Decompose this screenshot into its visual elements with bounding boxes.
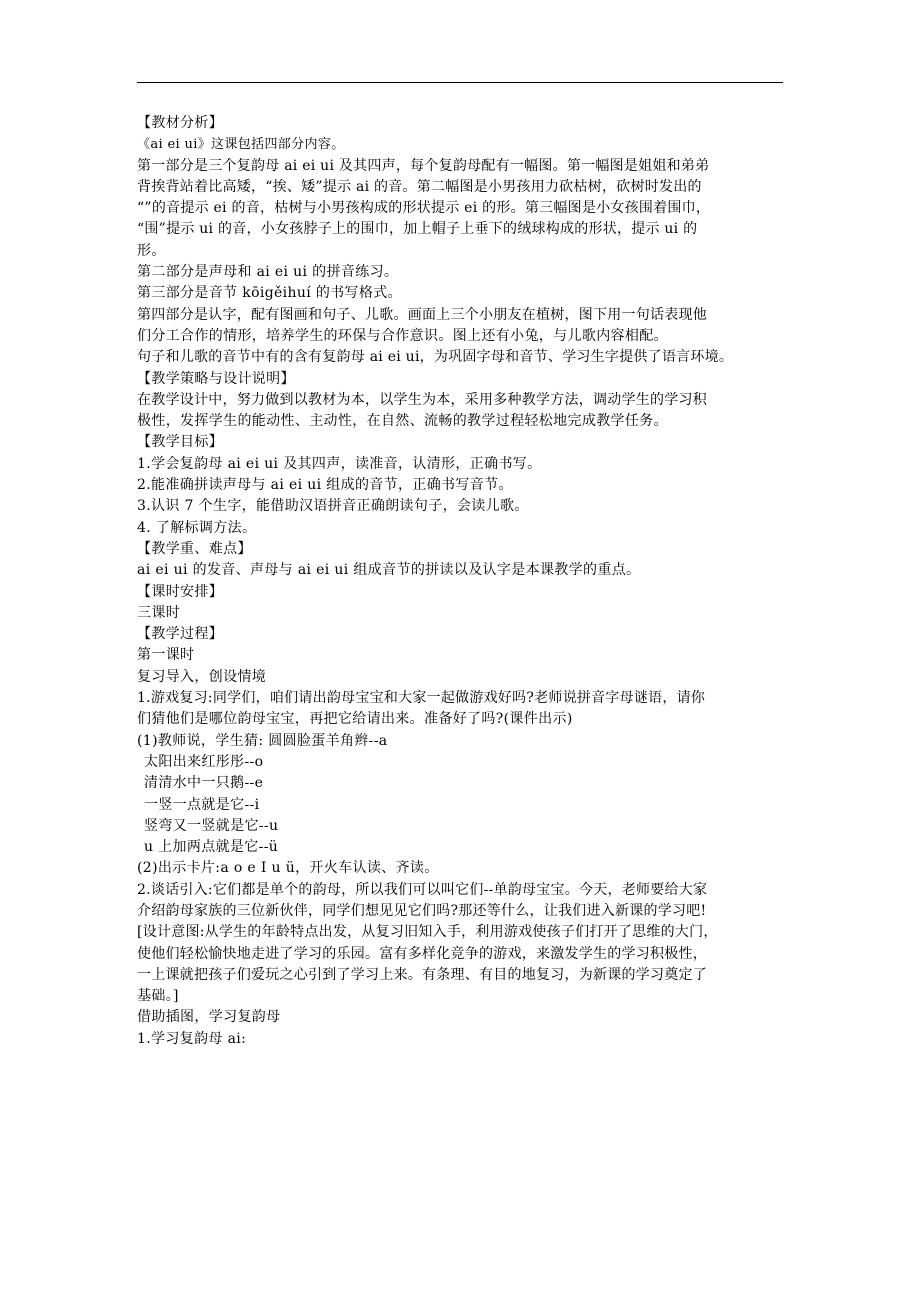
text-line: 1.学习复韵母 ai: — [137, 1030, 247, 1047]
heading-textbook-analysis: 【教材分析】 — [137, 115, 224, 131]
riddle-line: 清清水中一只鹅--e — [144, 775, 264, 792]
riddle-line: 竖弯又一竖就是它--u — [144, 817, 279, 834]
text-line: 1.游戏复习:同学们，咱们请出韵母宝宝和大家一起做游戏好吗?老师说拼音字母谜语，请你 — [137, 690, 706, 707]
riddle-line: 太阳出来红彤彤--o — [144, 753, 264, 770]
text-line: ai ei ui 的发音、声母与 ai ei ui 组成音节的拼读以及认字是本课教学的重点。 — [137, 562, 641, 579]
text-line: 介绍韵母家族的三位新伙伴，同学们想见见它们吗?那还等什么，让我们进入新课的学习吧! — [137, 902, 707, 919]
list-item: 2.能准确拼读声母与 ai ei ui 组成的音节，正确书写音节。 — [137, 477, 513, 494]
text-line: 借助插图，学习复韵母 — [137, 1009, 281, 1026]
list-item: 4. 了解标调方法。 — [137, 519, 257, 536]
text-line: [设计意图:从学生的年龄特点出发，从复习旧知入手，利用游戏使孩子们打开了思维的大门， — [137, 924, 718, 941]
text-line: 形。 — [137, 242, 166, 259]
text-line: 第一部分是三个复韵母 ai ei ui 及其四声，每个复韵母配有一幅图。第一幅图是姐姐和弟弟 — [137, 157, 710, 174]
heading-key-points: 【教学重、难点】 — [137, 540, 252, 557]
text-line: 使他们轻松愉快地走进了学习的乐园。富有多样化竞争的游戏，来激发学生的学习积极性， — [137, 945, 707, 962]
text-line: 第二部分是声母和 ai ei ui 的拼音练习。 — [137, 264, 399, 281]
text-line: 《ai ei ui》这课包括四部分内容。 — [137, 137, 345, 153]
text-line: 句子和儿歌的音节中有的含有复韵母 ai ei ui，为巩固字母和音节、学习生字提供了语言环境。 — [137, 349, 734, 366]
heading-objectives: 【教学目标】 — [137, 434, 224, 451]
text-line: 第四部分是认字，配有图画和句子、儿歌。画面上三个小朋友在植树，图下用一句话表现他 — [137, 306, 707, 323]
text-line: 第一课时 — [137, 647, 195, 664]
text-line: 们猜他们是哪位韵母宝宝，再把它给请出来。准备好了吗?(课件出示) — [137, 711, 573, 728]
heading-strategy: 【教学策略与设计说明】 — [137, 370, 295, 387]
riddle-line: 一竖一点就是它--i — [144, 796, 260, 813]
text-line: 背挨背站着比高矮，“挨、矮”提示 ai 的音。第二幅图是小男孩用力砍枯树，砍树时发出的 — [137, 178, 702, 195]
text-line: 在教学设计中，努力做到以教材为本，以学生为本，采用多种教学方法，调动学生的学习积 — [137, 391, 707, 408]
text-line: “”的音提示 ei 的音，枯树与小男孩构成的形状提示 ei 的形。第三幅图是小女孩围着围巾， — [137, 200, 711, 217]
text-line: 极性，发挥学生的能动性、主动性，在自然、流畅的教学过程轻松地完成教学任务。 — [137, 413, 668, 430]
text-line: 复习导入，创设情境 — [137, 668, 267, 685]
header-rule — [137, 82, 783, 83]
text-line: 们分工合作的情形，培养学生的环保与合作意识。图上还有小兔，与儿歌内容相配。 — [137, 327, 668, 344]
heading-schedule: 【课时安排】 — [137, 583, 224, 600]
text-line: “围”提示 ui 的音，小女孩脖子上的围巾，加上帽子上垂下的绒球构成的形状，提示 ui 的 — [137, 221, 698, 238]
document-body — [137, 113, 797, 1050]
text-line: (2)出示卡片:a o e I u ü，开火车认读、齐读。 — [137, 860, 439, 877]
text-line: (1)教师说，学生猜: 圆圆脸蛋羊角辫--a — [137, 732, 388, 749]
text-line: 一上课就把孩子们爱玩之心引到了学习上来。有条理、有目的地复习，为新课的学习奠定了 — [137, 966, 707, 983]
text-line: 第三部分是音节 kōigěihuí 的书写格式。 — [137, 285, 402, 302]
text-line: 2.谈话引入:它们都是单个的韵母，所以我们可以叫它们--单韵母宝宝。今天，老师要给大家 — [137, 881, 708, 898]
list-item: 1.学会复韵母 ai ei ui 及其四声，读准音，认清形，正确书写。 — [137, 455, 542, 472]
list-item: 3.认识 7 个生字，能借助汉语拼音正确朗读句子，会读儿歌。 — [137, 498, 529, 515]
riddle-line: u 上加两点就是它--ü — [144, 839, 279, 856]
heading-process: 【教学过程】 — [137, 626, 224, 643]
text-line: 基础。] — [137, 988, 179, 1005]
text-line: 三课时 — [137, 604, 181, 621]
